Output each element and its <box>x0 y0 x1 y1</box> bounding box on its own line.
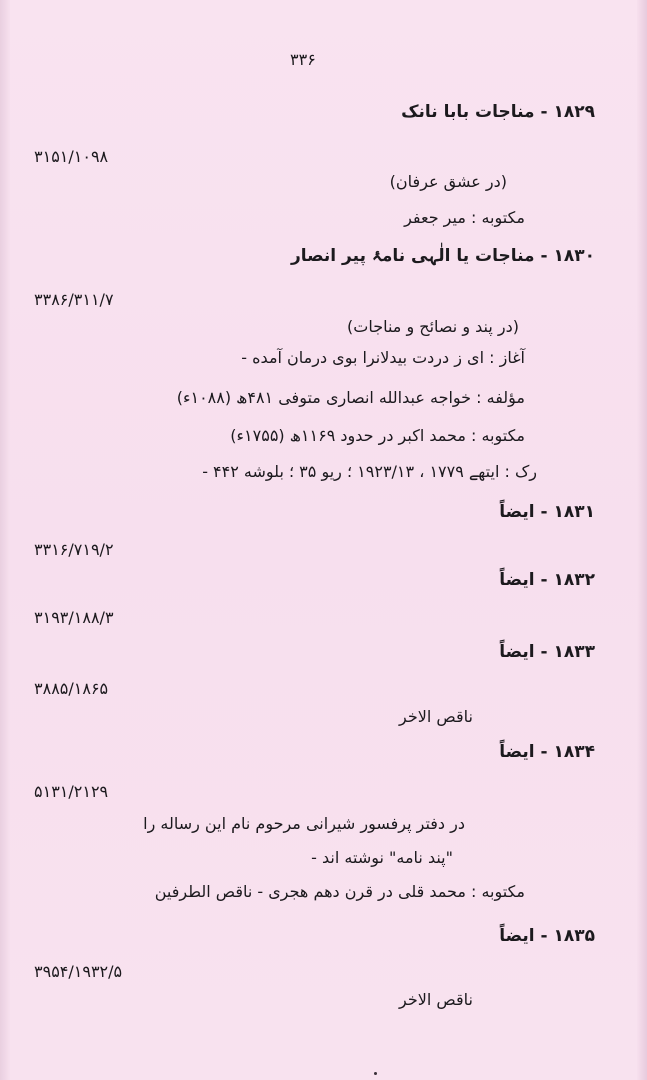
catalog-reference: ۵۱۳۱/۲۱۲۹ <box>34 782 109 801</box>
entry-heading: ۱۸۳۴ - ایضاً <box>499 742 595 762</box>
entry-note: مکتوبه : محمد اکبر در حدود ۱۱۶۹ھ (۱۷۵۵ء) <box>230 426 525 445</box>
catalog-reference: ۳۳۸۶/۳۱۱/۷ <box>34 290 114 309</box>
entry-note: مؤلفه : خواجه عبدالله انصاری متوفی ۴۸۱ھ (۱۰۸۸ء) <box>176 388 525 407</box>
entry-note: "پند نامه" نوشته اند - <box>311 848 453 867</box>
catalog-reference: ۳۹۵۴/۱۹۳۲/۵ <box>34 962 123 981</box>
entry-heading: ۱۸۲۹ - مناجات بابا نانک <box>401 102 595 122</box>
entry-note: ناقص الاخر <box>399 707 473 726</box>
catalog-reference: ۳۳۱۶/۷۱۹/۲ <box>34 540 114 559</box>
catalog-reference: ۳۱۹۳/۱۸۸/۳ <box>34 608 114 627</box>
entry-heading: ۱۸۳۳ - ایضاً <box>499 642 595 662</box>
entry-heading: ۱۸۳۱ - ایضاً <box>499 502 595 522</box>
entry-note: ناقص الاخر <box>399 990 473 1009</box>
entry-heading: ۱۸۳۲ - ایضاً <box>499 570 595 590</box>
page-right-edge <box>637 0 647 1080</box>
entry-note: مکتوبه : میر جعفر <box>404 208 525 227</box>
entry-heading: ۱۸۳۰ - مناجات یا الٰہی نامۂ پیر انصار <box>291 246 595 266</box>
entry-note: (در عشق عرفان) <box>389 172 507 191</box>
entry-note: آغاز : ای ز دردت بیدلانرا بوی درمان آمده - <box>241 348 525 367</box>
page-left-edge <box>0 0 10 1080</box>
entry-note: در دفتر پرفسور شیرانی مرحوم نام این رساله را <box>143 814 465 833</box>
page-number: ۳۳۶ <box>290 50 316 69</box>
entry-note: مکتوبه : محمد قلی در قرن دهم هجری - ناقص الطرفین <box>154 882 525 901</box>
entry-note: رک : ایتھے ۱۷۷۹ ، ۱۹۲۳/۱۳ ؛ ریو ۳۵ ؛ بلوشه ۴۴۲ - <box>202 462 537 481</box>
catalog-reference: ۳۱۵۱/۱۰۹۸ <box>34 147 109 166</box>
entry-note: (در پند و نصائح و مناجات) <box>347 317 519 336</box>
ink-speck <box>374 1072 377 1075</box>
catalog-reference: ۳۸۸۵/۱۸۶۵ <box>34 679 109 698</box>
entry-heading: ۱۸۳۵ - ایضاً <box>499 926 595 946</box>
